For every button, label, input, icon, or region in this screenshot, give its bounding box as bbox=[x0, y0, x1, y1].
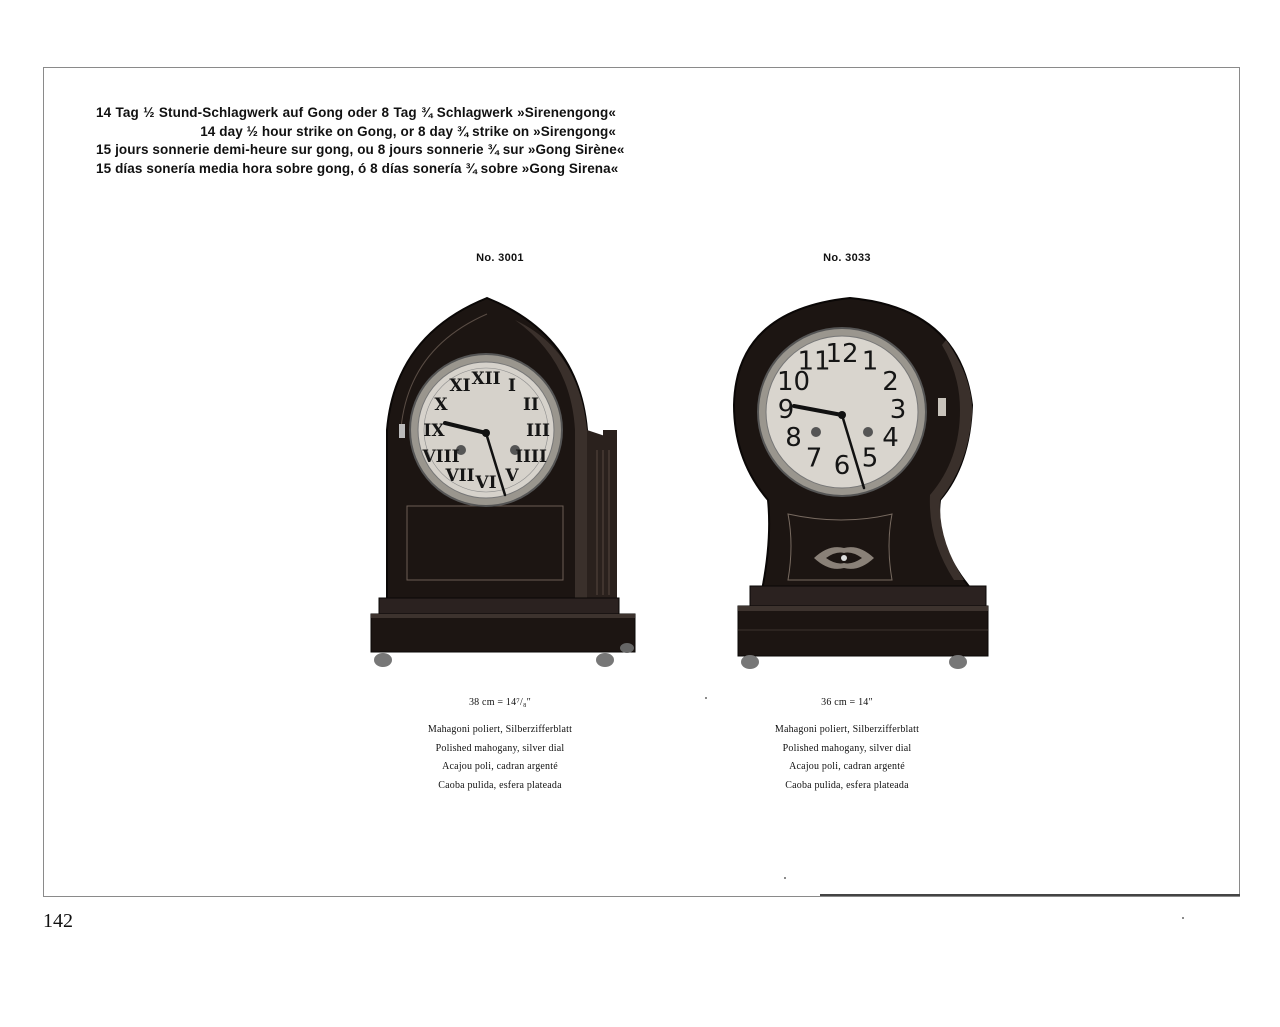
dial-numeral: 1 bbox=[861, 346, 879, 377]
model-number: No. 3033 bbox=[823, 252, 871, 264]
dial-numeral: 3 bbox=[889, 395, 907, 425]
dial-numeral: IIII bbox=[515, 447, 547, 467]
print-speck bbox=[1182, 917, 1184, 919]
heading-line-fr: 15 jours sonnerie demi-heure sur gong, ou 8 jours sonnerie ¾ sur »Gong Sirène« bbox=[96, 142, 625, 157]
dial-numeral: III bbox=[526, 421, 550, 441]
dial-numeral: 8 bbox=[785, 423, 802, 453]
catalog-heading bbox=[96, 104, 625, 178]
dial-numeral: X bbox=[434, 395, 448, 415]
description-line: Polished mahogany, silver dial bbox=[782, 742, 912, 754]
dial-numeral: 10 bbox=[776, 367, 811, 397]
dial-numeral: 5 bbox=[861, 443, 879, 474]
description-line: Mahagoni poliert, Silberzifferblatt bbox=[427, 724, 573, 735]
dial-numeral: V bbox=[505, 466, 519, 486]
print-speck bbox=[784, 877, 786, 879]
description-3001 bbox=[350, 721, 650, 795]
dial-numeral: 6 bbox=[833, 451, 851, 481]
description-line: Mahagoni poliert, Silberzifferblatt bbox=[774, 724, 920, 735]
dial-numeral: XI bbox=[449, 376, 471, 396]
heading-line-de: 14 Tag ½ Stund-Schlagwerk auf Gong oder 8 Tag ¾ Schlagwerk »Sirenengong« bbox=[96, 105, 616, 120]
description-line: Acajou poli, cadran argenté bbox=[442, 761, 558, 772]
heading-line-es: 15 días sonería media hora sobre gong, ó 8 días sonería ¾ sobre »Gong Sirena« bbox=[96, 160, 619, 176]
frame-rule bbox=[820, 894, 1240, 896]
dial-numeral: VII bbox=[445, 466, 475, 486]
description-3033 bbox=[697, 721, 997, 795]
dial-numeral: IX bbox=[423, 421, 445, 441]
description-line: Caoba pulida, esfera plateada bbox=[438, 779, 562, 791]
product-3033 bbox=[697, 252, 997, 264]
print-speck bbox=[705, 697, 707, 699]
size-3001: 38 cm = 14⁷/₈″ bbox=[468, 697, 532, 708]
dial-numeral: II bbox=[523, 395, 539, 415]
clock-3033-illustration bbox=[732, 290, 997, 680]
dial-numeral: 4 bbox=[882, 423, 899, 453]
page-number: 142 bbox=[43, 910, 73, 932]
dial-numeral: 12 bbox=[825, 339, 859, 369]
heading-line-en: 14 day ½ hour strike on Gong, or 8 day ¾ strike on »Sirengong« bbox=[200, 123, 616, 139]
dial-numeral: XII bbox=[471, 369, 501, 389]
dial-numeral: 7 bbox=[805, 443, 823, 474]
description-line: Caoba pulida, esfera plateada bbox=[785, 779, 909, 791]
description-line: Acajou poli, cadran argenté bbox=[789, 761, 905, 772]
dial-numeral: 2 bbox=[882, 367, 899, 397]
dial-numeral: I bbox=[508, 376, 516, 396]
dial-numeral: VI bbox=[475, 473, 497, 493]
description-line: Polished mahogany, silver dial bbox=[435, 742, 565, 754]
product-3001 bbox=[350, 252, 650, 264]
size-3033: 36 cm = 14″ bbox=[821, 697, 873, 708]
clock-3001-illustration bbox=[365, 280, 645, 680]
dial-numeral: VIII bbox=[422, 447, 460, 467]
dial-numeral: 11 bbox=[797, 346, 831, 377]
model-number: No. 3001 bbox=[476, 252, 524, 264]
dial-numeral: 9 bbox=[777, 395, 795, 425]
